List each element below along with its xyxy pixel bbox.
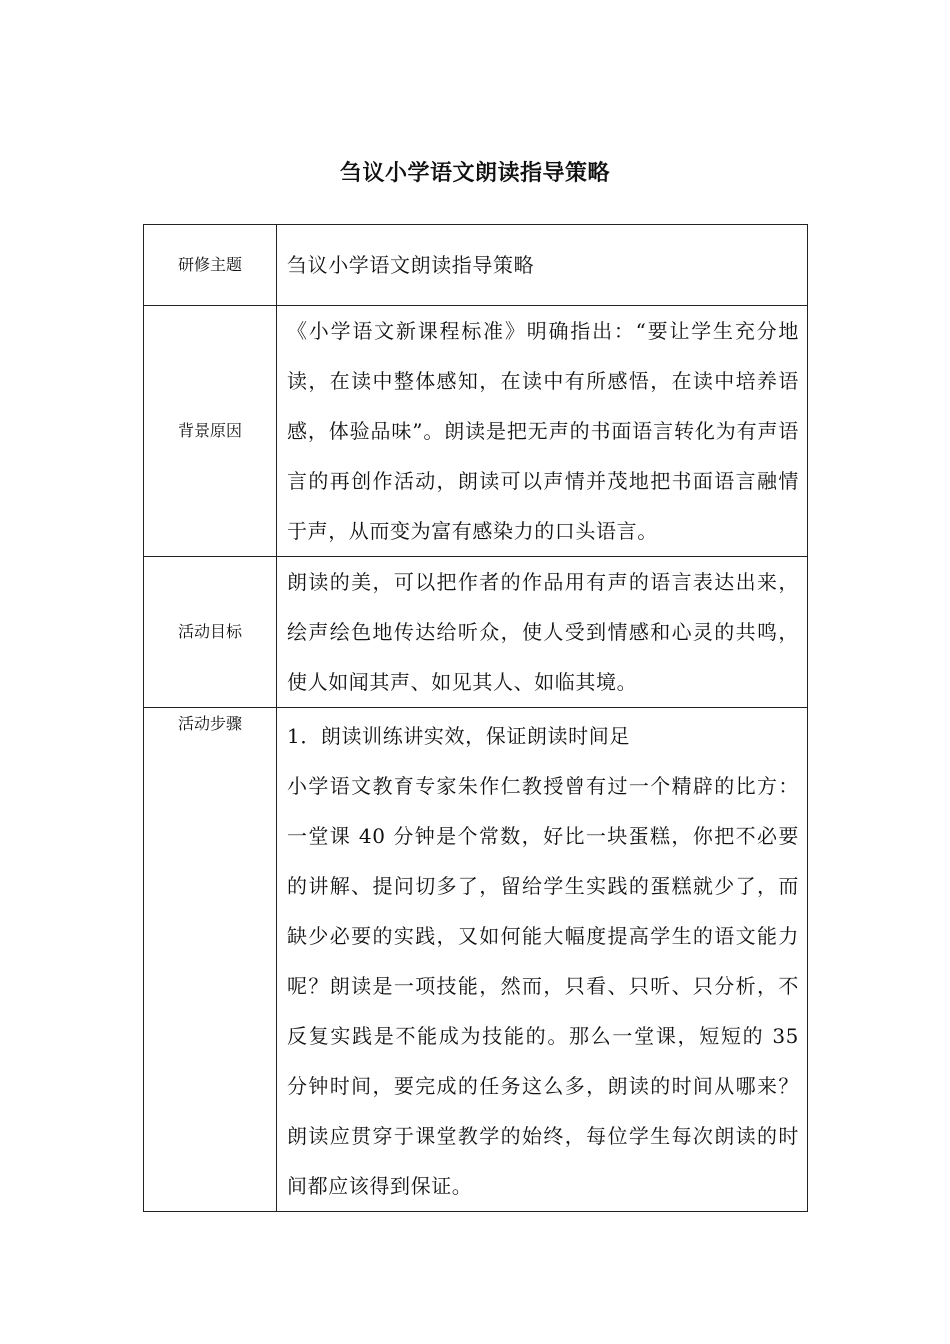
table-row-topic: [144, 225, 808, 306]
row-content-goal: 朗读的美，可以把作者的作品用有声的语言表达出来，绘声绘色地传达给听众，使人受到情感和心灵的共鸣，使人如闻其声、如见其人、如临其境。: [277, 557, 808, 708]
row-content-background: 《小学语文新课程标准》明确指出：“要让学生充分地读，在读中整体感知，在读中有所感悟，在读中培养语感，体验品味”。朗读是把无声的书面语言转化为有声语言的再创作活动，朗读可以声情并茂地把书面语言融情于声，从而变为富有感染力的口头语言。: [277, 306, 808, 557]
row-label-topic: 研修主题: [144, 225, 277, 306]
row-content-topic: 刍议小学语文朗读指导策略: [277, 225, 808, 306]
row-label-steps: 活动步骤: [144, 708, 277, 1212]
steps-paragraph: 小学语文教育专家朱作仁教授曾有过一个精辟的比方：一堂课 40 分钟是个常数，好比一块蛋糕，你把不必要的讲解、提问切多了，留给学生实践的蛋糕就少了，而缺少必要的实践，又如何能大幅度提高学生的语文能力呢？朗读是一项技能，然而，只看、只听、只分析，不反复实践是不能成为技能的。那么一堂课，短短的 35 分钟时间，要完成的任务这么多，朗读的时间从哪来？朗读应贯穿于课堂教学的始终，每位学生每次朗读的时间都应该得到保证。: [287, 774, 799, 1198]
page-title: 刍议小学语文朗读指导策略: [339, 160, 610, 186]
table-row-goal: [144, 557, 808, 708]
table-row-steps: [144, 708, 808, 1212]
row-label-goal: 活动目标: [144, 557, 277, 708]
steps-heading: 1．朗读训练讲实效，保证朗读时间足: [287, 724, 630, 748]
row-content-steps: [277, 708, 808, 1212]
row-label-background: 背景原因: [144, 306, 277, 557]
table-row-background: [144, 306, 808, 557]
study-plan-table: [143, 224, 808, 1212]
